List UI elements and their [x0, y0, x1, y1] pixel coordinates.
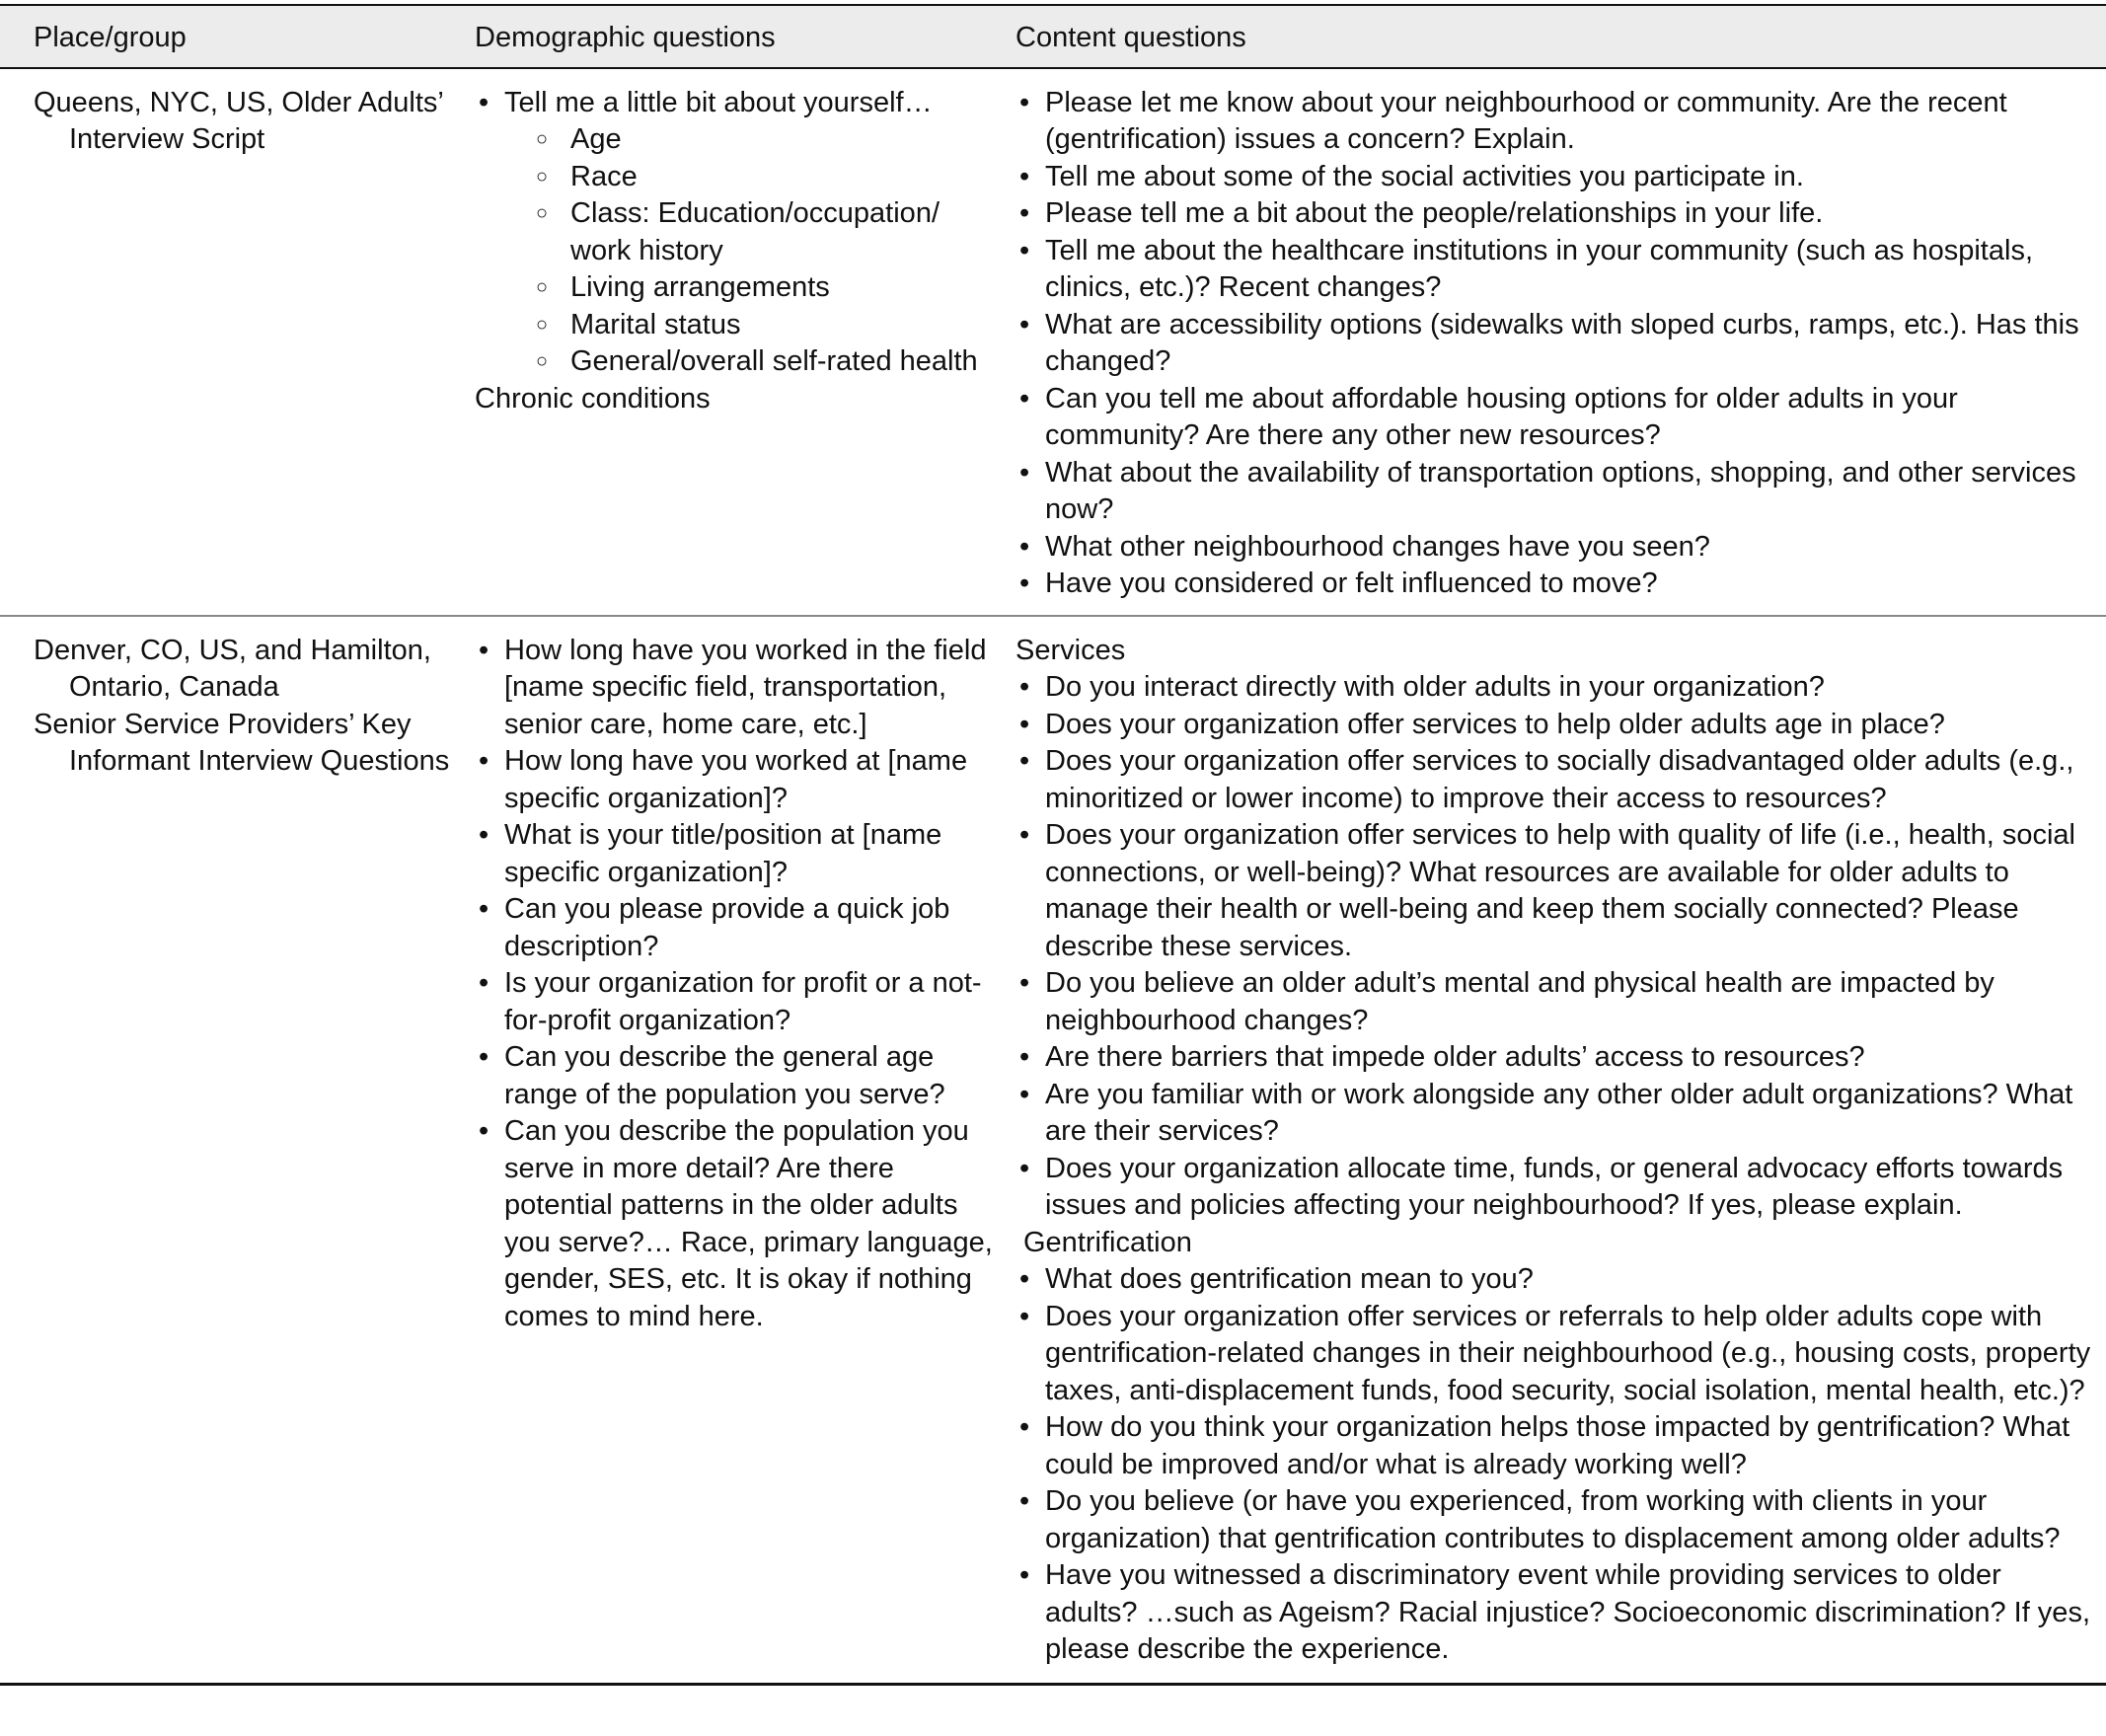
demographic-sublist: [504, 121, 1002, 381]
services-heading: Services: [1015, 634, 1126, 666]
demographic-cell: [475, 616, 1015, 1685]
list-item: [475, 85, 1002, 381]
place-cell: [0, 616, 475, 1685]
demographic-cell: [475, 68, 1015, 616]
place-cell: [0, 68, 475, 616]
header-place-group: Place/group: [0, 5, 475, 68]
list-item: • Does your organization offer services to help older adults age in place?: [1015, 707, 2092, 744]
list-item: • How long have you worked in the field [name specific field, transportation, senior care, home care, etc.]: [475, 633, 1002, 744]
list-item: • What other neighbourhood changes have you seen?: [1015, 529, 2092, 566]
list-item: • Tell me about some of the social activities you participate in.: [1015, 159, 2092, 196]
list-item: • Have you considered or felt influenced to move?: [1015, 566, 2092, 603]
table-header-row: [0, 5, 2106, 68]
list-item: • Can you describe the general age range of the population you serve?: [475, 1039, 1002, 1113]
list-item: ○ Living arrangements: [504, 269, 1002, 307]
demographic-list: [475, 85, 1002, 381]
place-label: Senior Service Providers’ Key Informant Interview Questions: [34, 708, 450, 777]
list-item: • Is your organization for profit or a not-for-profit organization?: [475, 965, 1002, 1039]
list-item: • Are there barriers that impede older adults’ access to resources?: [1015, 1039, 2092, 1077]
list-item: • Can you describe the population you serve in more detail? Are there potential patterns in the older adults you serve?… Race, primary language, gender, SES, etc. It is okay if nothing comes to mind here.: [475, 1113, 1002, 1335]
table-row: [0, 68, 2106, 616]
list-item: • Have you witnessed a discriminatory event while providing services to older adults? …such as Ageism? Racial injustice? Socioeconomic discrimination? If yes, please describe the experience.: [1015, 1557, 2092, 1669]
list-item: • Do you believe an older adult’s mental and physical health are impacted by neighbourhood changes?: [1015, 965, 2092, 1039]
list-item: ○ Age: [504, 121, 1002, 159]
place-label: Denver, CO, US, and Hamilton, Ontario, Canada: [34, 634, 431, 703]
list-item: • Are you familiar with or work alongside any other older adult organizations? What are their services?: [1015, 1077, 2092, 1151]
list-item: • What does gentrification mean to you?: [1015, 1261, 2092, 1299]
list-item: • Does your organization offer services to socially disadvantaged older adults (e.g., minoritized or lower income) to improve their access to resources?: [1015, 743, 2092, 817]
list-item: • Does your organization offer services to help with quality of life (i.e., health, social connections, or well-being)? What resources are available for older adults to manage their health or well-being and keep them socially connected? Please describe these services.: [1015, 817, 2092, 965]
content-cell: [1015, 616, 2106, 1685]
list-item: • Please tell me a bit about the people/relationships in your life.: [1015, 195, 2092, 233]
list-item: ○ Race: [504, 159, 1002, 196]
demographic-intro: Tell me a little bit about yourself…: [504, 86, 933, 118]
list-item: • What are accessibility options (sidewalks with sloped curbs, ramps, etc.). Has this changed?: [1015, 307, 2092, 381]
list-item: • How long have you worked at [name specific organization]?: [475, 743, 1002, 817]
list-item: • Do you believe (or have you experienced, from working with clients in your organization) that gentrification contributes to displacement among older adults?: [1015, 1483, 2092, 1557]
list-item: • Does your organization offer services or referrals to help older adults cope with gentrification-related changes in their neighbourhood (e.g., housing costs, property taxes, anti-displacement funds, food security, social isolation, mental health, etc.)?: [1015, 1299, 2092, 1410]
list-item: ○ General/overall self-rated health: [504, 343, 1002, 381]
services-list: [1015, 669, 2092, 1225]
list-item: • Can you tell me about affordable housing options for older adults in your community? Are there any other new resources?: [1015, 381, 2092, 455]
demographic-trailing: Chronic conditions: [475, 382, 711, 415]
content-list: [1015, 85, 2092, 603]
list-item: • Do you interact directly with older adults in your organization?: [1015, 669, 2092, 707]
list-item: • Does your organization allocate time, funds, or general advocacy efforts towards issues and policies affecting your neighbourhood? If yes, please explain.: [1015, 1151, 2092, 1225]
gentrification-heading: Gentrification: [1023, 1226, 1192, 1258]
list-item: • Please let me know about your neighbourhood or community. Are the recent (gentrification) issues a concern? Explain.: [1015, 85, 2092, 159]
demographic-list: [475, 633, 1002, 1336]
list-item: • Tell me about the healthcare institutions in your community (such as hospitals, clinics, etc.)? Recent changes?: [1015, 233, 2092, 307]
table-row: [0, 616, 2106, 1685]
place-label: Queens, NYC, US, Older Adults’ Interview Script: [34, 86, 443, 155]
list-item: ○ Marital status: [504, 307, 1002, 344]
gentrification-list: [1015, 1261, 2092, 1669]
list-item: • What about the availability of transportation options, shopping, and other services now?: [1015, 455, 2092, 529]
header-demographic-questions: Demographic questions: [475, 5, 1015, 68]
list-item: • Can you please provide a quick job description?: [475, 891, 1002, 965]
list-item: ○ Class: Education/occupation/ work history: [504, 195, 1002, 269]
interview-questions-table: [0, 4, 2106, 1686]
content-cell: [1015, 68, 2106, 616]
list-item: • How do you think your organization helps those impacted by gentrification? What could be improved and/or what is already working well?: [1015, 1409, 2092, 1483]
header-content-questions: Content questions: [1015, 5, 2106, 68]
list-item: • What is your title/position at [name specific organization]?: [475, 817, 1002, 891]
